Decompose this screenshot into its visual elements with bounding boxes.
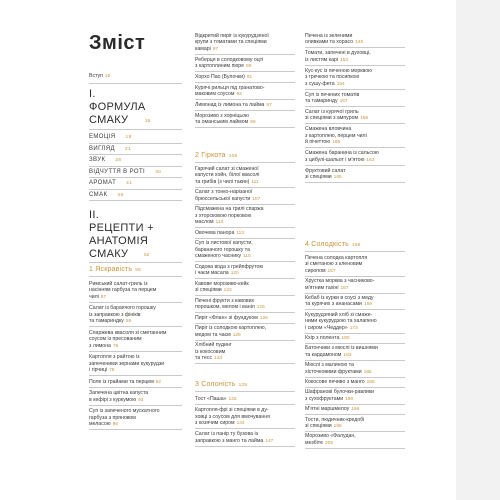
part-1-page: 16 [145,119,151,124]
toc-page-number: 166 [332,140,341,146]
toc-page-number: 76 [112,343,119,349]
toc-recipe-line: Овочева панора 113 [195,229,244,236]
toc-page-number: 188 [366,380,375,385]
toc-recipe-line: оливками та хорасо 149 [305,39,364,46]
divider [89,200,182,201]
toc-recipe-line: порошком, мелом і ваніл 125 [195,304,265,311]
toc-recipe-line: Підсмажена на грилі спаржа [195,206,264,213]
toc-recipe-entry[interactable] [195,298,295,312]
divider [305,293,405,294]
toc-page-number: 169 [363,302,372,308]
toc-recipe-entry[interactable] [89,354,182,374]
divider [305,404,405,405]
toc-recipe-line: Картопля з райтою із [89,354,140,361]
toc-recipe-line: маслом 110 [195,219,224,226]
toc-page-number: 149 [355,40,364,46]
divider [305,360,405,361]
toc-recipe-line: Томати, запечені в духовці, [305,50,371,57]
toc-recipe-line: в кефірі з куркумою 93 [89,396,144,403]
toc-recipe-entry[interactable] [195,281,295,295]
section-solonist[interactable] [195,381,247,388]
part-line: АНАТОМІЯ [89,235,149,247]
toc-label: ВІДЧУТТЯ В РОТІ [89,168,146,175]
toc-recipe-line: Хрустка морква з часниково- [305,278,375,285]
toc-recipe-entry[interactable] [195,431,295,445]
divider [305,448,405,449]
toc-page-number: 21 [124,146,132,152]
toc-recipe-line: Смажена вловчина [305,126,352,133]
toc-page-number: 123 [223,288,232,294]
toc-recipe-line: хісточковими фруктами 186 [305,368,372,375]
toc-recipe-line: Печена із зеленими [305,33,353,39]
section-label: 2 Гіркота [195,152,226,159]
divider [195,295,295,296]
toc-page-number: 129 [232,332,241,338]
toc-recipe-line: і гірчиці 78 [89,367,115,373]
toc-recipe-entry[interactable] [305,433,405,447]
toc-recipe-line: Печена солодка картопля [305,255,368,261]
toc-page-number: 147 [265,438,274,444]
toc-recipe-line: меласою 96 [89,421,118,427]
toc-part-1-item[interactable] [89,192,182,199]
toc-recipe-entry[interactable] [195,102,295,109]
toc-recipe-line: Запечена цвітна капуста [89,390,149,397]
divider [305,276,405,277]
toc-recipe-entry[interactable] [305,126,405,146]
divider [305,431,405,432]
divider [195,204,295,205]
divider [195,404,295,405]
toc-page-number: 107 [252,196,261,202]
divider [195,54,295,55]
section-page: 156 [352,243,361,248]
toc-recipe-entry[interactable] [305,389,405,403]
toc-page-number: 113 [236,230,244,236]
toc-recipe-line: із кокосовим [195,348,226,355]
toc-recipe-entry[interactable] [305,295,405,309]
toc-page-number: 59 [125,319,132,325]
divider [305,182,405,183]
toc-recipe-entry[interactable] [305,345,405,359]
divider [195,187,295,188]
toc-page-number: 97 [266,102,272,108]
part-line: СМАКУ [89,248,129,260]
toc-recipe-line: з хторсковою порковою [195,212,252,219]
toc-recipe-line: медом та чаєм 129 [195,331,241,338]
divider [89,189,182,190]
divider [195,99,295,100]
toc-recipe-line: зі спеціями з ампуром 159 [305,115,369,122]
toc-recipe-line: і сиром «Чеддер» 173 [305,324,358,331]
toc-page-number: 41 [126,181,133,186]
toc-page-number: 89 [246,64,252,69]
toc-label: ЗВУК [89,157,106,163]
toc-recipe-line: з цибулі-шальот і м'ятою 163 [305,156,375,163]
divider [305,251,405,252]
divider [195,227,295,228]
toc-recipe-line: з сухофруктами 190 [305,395,354,402]
toc-recipe-entry[interactable] [305,168,405,182]
toc-recipe-line: зі сметаною з кленовим [305,261,363,268]
toc-recipe-line: Спаржева квасоля зі сметанним [89,329,167,336]
toc-recipe-line: маковим соусом 93 [195,91,242,97]
toc-recipe-line: м'ятним тахіні 167 [305,284,349,291]
toc-page-number: 144 [236,421,245,426]
divider [195,261,295,262]
page-edge-shadow [456,0,500,500]
section-label: 3 Солоність [195,381,236,388]
divider [89,166,182,167]
part-line: СМАКУ [89,114,129,126]
divider [195,340,295,341]
part-1-heading[interactable] [89,88,146,127]
toc-recipe-line: з картоплиним пюре 89 [195,63,252,69]
toc-page-number: 157 [339,99,348,104]
part-roman: II. [89,209,100,221]
toc-page-number: 153 [340,57,349,63]
toc-recipe-entry[interactable] [195,230,295,237]
toc-recipe-line: Батончики з мюслі із вишнями [305,345,378,352]
toc-recipe-line: ними кукурудзою та халапено [305,318,377,325]
toc-recipe-entry[interactable] [89,281,182,301]
toc-recipe-entry[interactable] [195,206,295,226]
toc-recipe-entry[interactable] [195,113,295,127]
toc-page-number: 115 [243,254,251,260]
divider [89,405,182,406]
section-page: 106 [228,154,238,159]
toc-page-number: 10 [104,74,111,79]
toc-recipe-entry[interactable] [195,264,295,278]
toc-recipe-line: Морозиво з хорніцьою [195,112,249,119]
toc-recipe-line: із заправкою з фініків [89,311,141,318]
toc-part-1-item[interactable] [89,146,182,153]
toc-page-number: 157 [327,268,336,274]
toc-page-number: 28 [115,158,122,163]
toc-label: ВИГЛЯД [89,145,115,152]
toc-recipe-line: Салат із курячої гриль [305,109,359,115]
divider [195,428,295,429]
toc-recipe-line: Кокосове печиво з манго 188 [305,379,375,385]
toc-page-number: 82 [155,379,162,385]
toc-page-number: 96 [112,422,118,427]
toc-recipe-line: та тесс 133 [195,355,223,362]
toc-recipe-entry[interactable] [305,33,405,47]
divider [305,387,405,388]
toc-recipe-line: Суп із запеченого мускатного [89,408,160,415]
toc-label: АРОМАТ [89,180,117,186]
toc-recipe-entry[interactable] [305,406,405,413]
toc-recipe-line: та оманським лаймом 99 [195,119,256,125]
toc-page-number: 154 [336,81,345,87]
divider [195,82,295,83]
toc-recipe-entry[interactable] [195,407,295,427]
toc-recipe-line: Содова вода з грейпфрутом [195,263,263,270]
toc-recipe-line: Хорхо Пао (Булочки) 91 [195,73,253,80]
toc-recipe-line: зі спеціями 198 [305,423,342,429]
toc-recipe-line: з козячим сиром 144 [195,420,245,426]
divider [89,154,182,155]
toc-page-number: 196 [351,407,360,413]
toc-recipe-entry[interactable] [305,50,405,64]
divider [195,323,295,324]
toc-recipe-line: зі спеціями 165 [305,174,342,180]
divider [89,276,182,277]
toc-recipe-line: та курячих з ананасами 169 [305,301,372,308]
toc-recipe-entry[interactable] [195,85,295,99]
toc-page-number: 110 [215,220,224,226]
divider [305,89,405,90]
divider [89,326,182,327]
toc-recipe-entry[interactable] [89,390,182,404]
divider [89,83,182,84]
toc-recipe-line: чилі 57 [89,293,107,300]
toc-recipe-line: мезбіте 206 [305,439,333,446]
section-yaskravist[interactable] [89,266,141,273]
toc-page-number: 93 [236,92,242,97]
divider [89,387,182,388]
divider [195,127,295,128]
toc-page-number: 18 [125,135,132,140]
part-line: РЕЦЕПТИ + [89,222,154,234]
toc-recipe-line: Шафранові булочки-равлики [305,389,375,396]
section-page: 55 [135,268,142,273]
toc-recipe-line: камарі 97 [195,45,219,52]
toc-recipe-line: капусти хойн, білої квасолі [195,172,260,179]
toc-recipe-line: бараначого горошку та [195,246,250,253]
toc-page-number: 91 [246,74,253,80]
divider [89,129,182,130]
divider [89,351,182,352]
toc-recipe-line: із листям карі 153 [305,56,349,63]
toc-page-number: 163 [366,157,375,163]
toc-recipe-entry[interactable] [305,362,405,376]
toc-recipe-entry[interactable] [195,33,295,53]
toc-page-number: 180 [341,336,350,341]
toc-recipe-line: Кукурудзяний хліб зі смаже- [305,311,373,318]
toc-part-1-item[interactable] [89,134,182,141]
toc-recipe-line: Реберця в солодковому оцті [195,56,264,63]
divider [305,377,405,378]
divider [89,302,182,303]
toc-recipe-line: Салат із панір ту бузова із [195,431,258,438]
divider [305,65,405,66]
toc-recipe-line: заправкою з манго та лайма 147 [195,437,274,444]
toc-page-number: 120 [230,271,239,277]
divider [89,429,182,430]
toc-page-number: 190 [345,396,354,402]
divider [305,123,405,124]
divider [195,110,295,111]
divider [305,106,405,107]
toc-recipe-entry[interactable] [89,305,182,325]
toc-recipe-line: Поле із грайами та перцем 82 [89,378,162,385]
toc-label: ЕМОЦІЯ [89,134,116,140]
toc-page-number: 183 [343,352,352,358]
toc-recipe-line: з лимона 76 [89,342,119,349]
toc-page-number: 126 [259,315,268,321]
divider [195,363,295,364]
toc-page-number: 48 [117,192,124,198]
divider [195,391,295,392]
toc-recipe-line: Пиріг із солодкою картоплею, [195,325,267,332]
toc-page-number: 159 [360,116,369,122]
toc-recipe-line: Лимонад із лимона та лайма 97 [195,101,272,108]
toc-recipe-line: Мюслі з малиною та [305,362,354,369]
part-line: ФОРМУЛА [89,101,146,113]
divider [89,143,182,144]
toc-page-number: 186 [363,369,372,375]
toc-page-number: 93 [138,397,144,403]
toc-recipe-line: Тост «Паша» 132 [195,396,237,402]
toc-recipe-line: Салат з тонко-нарізаної [195,189,253,196]
divider [305,309,405,310]
toc-page-number: 133 [214,356,223,362]
toc-recipe-entry[interactable] [195,315,295,322]
section-girkota[interactable] [195,152,237,159]
toc-recipe-entry[interactable] [305,255,405,275]
divider [305,147,405,148]
toc-recipe-line: крупи з томатами та спеціями [195,39,267,46]
toc-recipe-line: Кебаб із курки в соусі з меду [305,295,374,301]
toc-recipe-entry[interactable] [195,189,295,203]
toc-page-number: 97 [212,46,219,52]
toc-page-number: 78 [109,368,115,373]
toc-recipe-entry[interactable] [195,396,295,403]
toc-recipe-line: Суп із печених томатів [305,91,360,98]
toc-recipe-line: Картопля-фрі зі спеціями в ду- [195,407,269,414]
divider [305,47,405,48]
page-title: Зміст [89,32,146,54]
toc-recipe-line: Гарячий салат зі смаженої [195,166,259,172]
toc-recipe-line: Відкритий пиріг із кукурудзяної [195,33,269,39]
toc-recipe-line: і чаєм масала 120 [195,270,239,277]
toc-recipe-line: з картоплею, перцем чилі [305,132,367,139]
toc-recipe-entry[interactable] [195,166,295,186]
toc-recipe-entry[interactable] [305,379,405,386]
toc-recipe-entry[interactable] [305,312,405,332]
toc-recipe-line: Смажена баранина із сальсою [305,150,379,157]
toc-page-number: 132 [228,397,237,402]
toc-page-number: 125 [256,305,265,311]
divider [305,343,405,344]
toc-recipe-line: Кус-кус із печеною морквою [305,67,373,74]
toc-recipe-line: та кардамоном 183 [305,351,352,358]
toc-page-number: 173 [349,325,358,331]
toc-recipe-line: брюссельської капусти 107 [195,195,261,202]
divider [305,414,405,415]
toc-recipe-line: зі спеціями 123 [195,287,232,294]
toc-page-number: 167 [340,285,349,291]
toc-recipe-entry[interactable] [305,417,405,431]
toc-recipe-line: з сушу-фета 154 [305,80,345,87]
toc-recipe-line: та тамаринду 157 [305,98,348,104]
toc-intro[interactable] [89,73,110,80]
divider [195,312,295,313]
section-label: 1 Яскравість [89,266,133,273]
toc-recipe-line: запеченими зернами кукурудзи [89,360,165,367]
divider [195,238,295,239]
toc-page-number: 30 [155,169,162,175]
toc-recipe-entry[interactable] [195,57,295,71]
toc-recipe-line: Кавове морозиво-кейк [195,280,249,287]
divider [195,446,295,447]
divider [195,278,295,279]
divider [305,333,405,334]
toc-recipe-line: смаженого часнику 115 [195,253,251,260]
toc-recipe-line: Пиріг «Флан» зі фундуком 126 [195,314,268,321]
toc-recipe-entry[interactable] [195,74,295,81]
toc-page-number: 165 [333,175,342,180]
toc-recipe-entry[interactable] [89,379,182,386]
toc-recipe-entry[interactable] [305,278,405,292]
divider [89,177,182,178]
toc-recipe-entry[interactable] [305,109,405,123]
section-solodkist[interactable] [305,241,361,248]
section-label: 4 Солодкість [305,241,349,248]
divider [305,165,405,166]
toc-recipe-entry[interactable] [305,335,405,342]
toc-recipe-entry[interactable] [305,150,405,164]
toc-label: Вступ [89,73,103,79]
part-2-page: 52 [144,253,150,258]
toc-recipe-line: Суп із листової капусти, [195,240,253,247]
toc-recipe-entry[interactable] [89,330,182,350]
toc-recipe-entry[interactable] [195,325,295,339]
divider [195,71,295,72]
divider [89,375,182,376]
toc-recipe-line: насінням гарбуза та перцем [89,287,157,294]
toc-recipe-line: Римський салат-гриль із [89,281,148,287]
toc-recipe-entry[interactable] [305,92,405,106]
toc-recipe-line: Тости, пюдичник-кредобі [305,416,365,423]
toc-recipe-line: Курячі рильця під гранатово- [195,84,265,91]
toc-recipe-line: Кхір з полента 180 [305,335,350,341]
toc-recipe-line: з гречкою та посипкою [305,74,360,81]
toc-page-number: 57 [100,294,107,300]
toc-recipe-entry[interactable] [195,342,295,362]
toc-recipe-line: сиропом 157 [305,267,336,274]
toc-recipe-line: та тамариндку 59 [89,318,132,325]
toc-recipe-line: гарбуза з пряновом [89,414,136,421]
toc-label: СМАК [89,191,108,198]
toc-recipe-entry[interactable] [305,68,405,88]
toc-recipe-line: соусом із пресованим [89,336,142,343]
toc-recipe-entry[interactable] [195,240,295,260]
divider [195,162,295,163]
section-page: 125 [238,383,248,388]
toc-page-number: 198 [333,424,342,429]
part-roman: I. [89,88,96,100]
toc-recipe-line: Фруктовий салат [305,167,346,174]
toc-part-1-item[interactable] [89,180,182,187]
toc-page-number: 99 [250,120,256,125]
toc-recipe-line: Салат із бараячого горошку [89,305,156,312]
toc-recipe-line: й пічеттою 166 [305,139,341,146]
toc-page-number: 206 [324,440,333,446]
toc-recipe-line: Хлібний пудинг [195,342,232,349]
toc-recipe-line: Печені фрукти з кавових [195,297,255,304]
toc-recipe-line: Морозиво «Фалудан, [305,433,356,440]
toc-recipe-line: М'ятні маршмелоу 196 [305,406,360,413]
toc-page-number: 111 [251,179,259,185]
toc-part-1-item[interactable] [89,169,182,176]
toc-recipe-line: та грибів (з чилі такин) 111 [195,178,259,185]
toc-recipe-line: ховці з соусом для вмочування [195,413,270,420]
toc-recipe-entry[interactable] [89,408,182,428]
toc-part-1-item[interactable] [89,157,182,164]
divider [89,262,182,263]
